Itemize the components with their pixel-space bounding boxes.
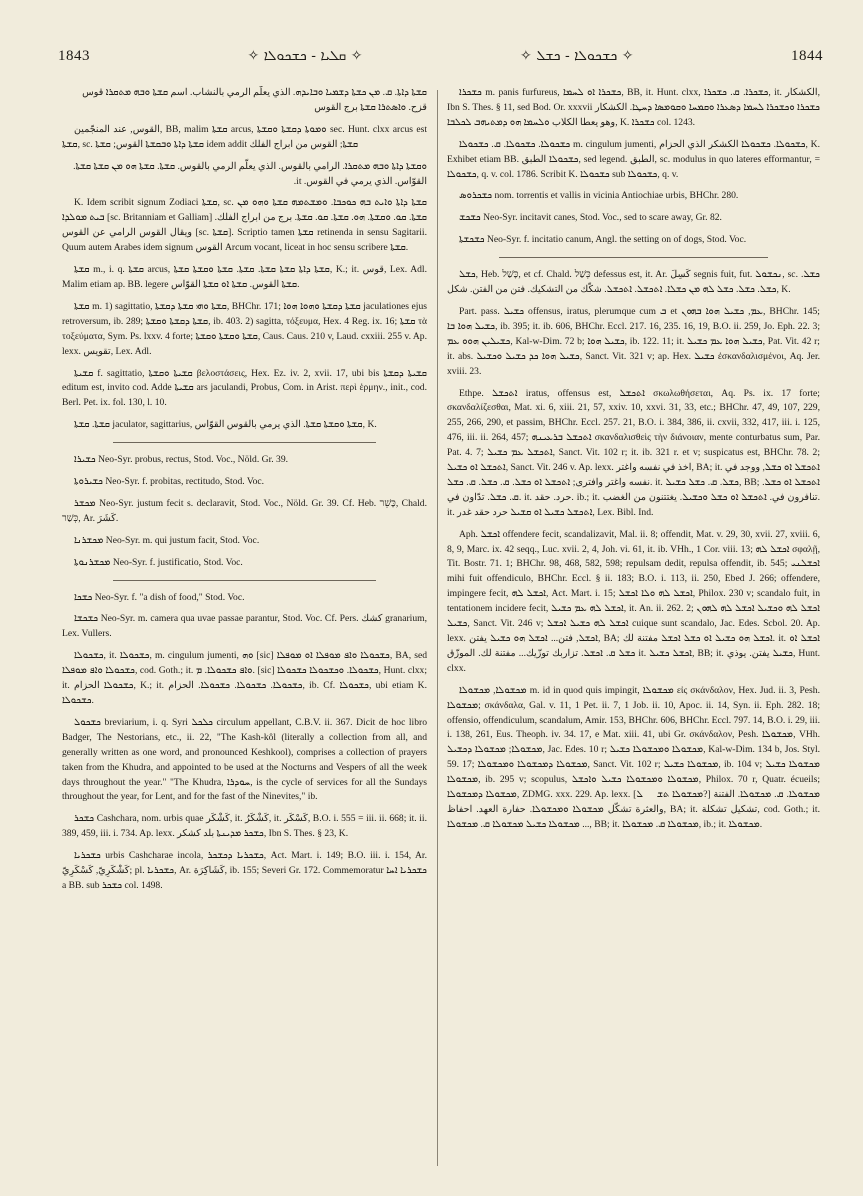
right-page-number: 1844 — [790, 47, 823, 64]
dictionary-entry: القوس, عند المنجّمين, BB, malim ܩܫܬܐ arcus, ܘܡܘܬܐ ܕܩܫܬܐ ܘܩܫܬܐ sec. Hunt. clxx arcus est ܩܫܬܐ, sc. ܩܫܬܐ ܕܐܬܐ ܘܒܩܫܬܐ القوس; ܩܫܬܐ idem addit ܩܫܬܐ; القوس من ابراج الفلك — [62, 123, 427, 150]
dictionary-entry: ܘܩܫܬܐ ܕܐܬܐ ܘܒܗ ܡܬܩܪܐ. الرامي بالقوس. الذي يعلّم الرمي بالقوس. ܩܫܬܐ. ܩܫܬܐ ܗܘ ܡܢ ܩܫܬܐ ܩܫܬܐ. القوّاس. الذي يرمي في القوس. it. — [73, 160, 427, 187]
dictionary-entry: ܟܫܟܘܠ breviarium, i. q. Syri ܟܠܟܠ circulum appellant, C.B.V. ii. 367. Dicit de hoc libro Badger, The Nestorians, etc., ii. 22, "The Kash-kôl (literally a collection from all, and generally written as one word, and pronounced Keshkool), comprises a collection of prayers taken from the Khudra, and appointed to be used at the Nocturns and Vespers of all the week days throughout the year." "The Khudra, ܚܘܕܪܐ, is the cycle of services for all the Sundays throughout the year, for Lent, and for the fast of the Ninevites," ib. — [62, 716, 427, 803]
dictionary-entry: ܟܫܟܘܠܐ, it. ܟܫܟܘܠܐ, m. cingulum jumenti, ܘܗ [sic] ܟܫܟܘܠܐ ܘܐܦ ܡܘܦܠܐ ܐܘ ܡܘܦܠܐ, BA, sed ܟܫܟܘܠܐ ܘܐܦ ܡܘܦܠܐ, cod. Goth.; it. ܘܐܦ ܟܫܟܘܠܐ. ܡ. [sic] ܟܫܟܘܠܐ. ܘܟܫܟܘܠܐ ܟܫܟܘܠܐ, Hunt. clxx; it. ܟܫܟܘܠܐ الحزام, K.; it. ܟܫܟܘܠܐ. ܟܫܟܘܠܐ. ܟܫܟܘܠܐ. الحزام, ib. Cf. ܟܫܟܘܠܐ, ubi etiam K. ܟܫܟܘܠܐ. — [62, 650, 427, 706]
dictionary-entry: ܟܫܟܫܬܐ Neo-Syr. f. incitatio canum, Angl. the setting on of dogs, Stod. Voc. — [459, 234, 747, 246]
dictionary-entry: ܡܟܫܪܢܘܬܐ Neo-Syr. f. justificatio, Stod. Voc. — [74, 556, 243, 568]
left-running-title: ✧ ܩܠܝܐ - ܟܫܟܘܠܐ ✧ — [247, 48, 363, 64]
dictionary-entry: ܡܟܫܪ Neo-Syr. justum fecit s. declaravit, Stod. Voc., Nöld. Gr. 39. Cf. Heb. כָּשֵׁר, Chald. כְּשַׁר, Ar. كَشَرَ. — [62, 497, 427, 524]
dictionary-entry: ܩܫܬܐ m. 1) sagittatio, ܩܫܬܐ ܘܗܝ ܩܫܬܐ ܕܩܫܬܐ, BHChr. 171; ܩܫܬܐ ܕܩܫܬܐ ܘܗܘܐ ܗܘܐ jaculationes ejus retroversum, ib. 289; ܩܫܬܐ ܕܩܫܬܐ ܘܩܫܬܐ, ib. 403. 2) sagitta, τόξευμα, Hex. 4 Reg. ix. 16; ܩܫܬܐ τὰ τοξεύματα, Sym. Ps. lxxv. 4 forte; ܩܫܬܐ ܘܩܫܬܐ ܘܩܫܬܐ, Caus. Caus. 210 v, Laud. cxxiii. 255 v. Ap. lexx. تقويس, Lex. Adl. — [62, 300, 427, 357]
dictionary-entry: ܟܫܝܪܘܬܐ Neo-Syr. f. probitas, rectitudo, Stod. Voc. — [74, 476, 265, 488]
section-rule — [113, 580, 376, 581]
dictionary-entry: ܩܫܝܬܐ f. sagittatio, ܩܫܝܬܐ ܘܩܫܬܐ βελοστάσεις, Hex. Ez. iv. 2, xvii. 17, ubi bis ܩܫܝܬܐ ܕܩܫܬܐ editum est, invito cod. Adde ܩܫܝܬܐ ars jaculandi, Probus, Com. in Arist. περὶ ἑρμην., init., cod. Berl. Pet. ix. fol. 130, l. 10. — [62, 367, 427, 409]
dictionary-entry: K. Idem scribit signum Zodiaci ܩܫܬܐ, sc. ܩܫܬܐ ܕܐܬܐ ܘܐܝܬ ܒܗ ܟܘܟܒܐ. ܘܡܫܬܡܗ ܩܫܬܐ ܘܗܘ ܡܢ ܒܝܬ ܡܘܠܕܐ [sc. Britanniam et Galliam] ܩܫܬܐ. ܩܘ. ܘܩܫܬܐ. ܗܘ. ܩܫܬܐ. ܩܘ. ܩܫܬܐ. برج من ابراج الفلك. ويقال القوس الرامي عن القوس [sc. ܩܫܬܐ]. Scriptio tamen ܩܫܬܐ retinenda in sensu Sagitarii. Quum autem Arabes idem signum القوس Arcum vocant, liceat in hoc sensu scribere ܩܫܬܐ. — [62, 197, 427, 254]
dictionary-entry: ܡܟܫܘܠܐ, ܡܟܫܘܠܐ m. id in quod quis impingit, ܡܟܫܘܠܐ εἰς σκάνδαλον, Hex. Jud. ii. 3, Pesh. ܡܟܫܘܠܐ; σκάνδαλα, Gal. v. 11, 1 Pet. ii. 7, 1 Job. ii. 10, Apoc. ii. 14, Syn. ii. Eph. 282. 18; offensio, offendiculum, scandalum, Amir. 153, BHChr. 606, BHChr. Eccl. 797. 14, B.O. i. 29, iii. i. 138, 261, Eus. Theoph. iv. 34. 17, e Mat. xiii. 41, ubi Gr. σκάνδαλον, Pesh. ܡܟܫܘܠܐ, VHh. ܡܟܫܘܠܐ; ܡܟܫܘܠܐ ܕܟܫܝܠ, Jac. Edes. 10 r; ܡܟܫܘܠܐ ܘܡܟܫܘܠܐ ܟܫܝܠ, Kal-w-Dim. 134 b, Jos. Styl. 59. 17; ܡܟܫܘܠܐ ܕܡܟܫܘܠܐ ܘܡܟܫܘܠܐ, Sanct. Vit. 102 r; ܡܟܫܘܠܐ ܟܫܝܠ, ib. 104 v; ܡܟܫܘܠܐ ܟܫܝܠ ܡܟܫܘܠܐ, ib. 295 v; scopulus, ܡܟܫܘܠܐ ܘܡܟܫܘܠܐ ܟܫܝܠ ܘܐܟܫܠ, Philox. 70 r, Quatr. écueils; ܡܟܫܘܠܐ ܕܡܟܫܘܠܐ, ZDMG. xxx. 229. Ap. lexx. [ܡܟܫܘܠܐ ܬܫܟّܠ?] ܡܟܫܘܠܐ. ܩ. ܡܟܫܘܠܐ. الفتنة والعثرة تشكّل ܡܟܫܘܠܐ ܘܡܟܫܘܠܐ. حفارة العهد. احفاظ, BA; it. تشكيل تشكلة, cod. Goth.; it. ܡܟܫܘܠܐ ܟܫܝܠ ܡܟܫܘܠܐ ܩ. ܡܟܫܘܠܐ ..., BB; it. ܡܟܫܘܠܐ ܩ. ܡܟܫܘܠܐ, ib.; it. ܡܟܫܘܠܐ. — [447, 684, 820, 830]
dictionary-entry: ܡܟܫܪܢܐ Neo-Syr. m. qui justum facit, Stod. Voc. — [74, 534, 260, 546]
dictionary-entry: ܩܫܬܐ ܕܐܬܐ. ܩ. ܡܢ ܟܫܬܐ ܕܫܡܝܐ ܘܒܐܝܕܗ. الذي يعلّم الرمي بالنشاب. اسم ܩܫܬܐ ܘܒܗ ܡܬܩܪܐ قوس قزح. ܘܐܣܬܪܐ ܩܫܬܐ برج القوس — [82, 87, 427, 113]
left-column — [62, 86, 427, 1170]
column-divider — [437, 90, 438, 1166]
dictionary-entry: Ethpe. ܐܬܟܫܠ iratus, offensus est, ܐܬܟܫܠ σκωλωθήσεται, Aq. Ps. ix. 17 forte; σκανδαλίζεσθαι, Mat. xi. 6, xiii. 21, 57, xxiv. 10, xxvi. 31, 33, etc.; BHChr. 47, 49, 107, 229, 255, 266, 290, et passim, BHChr. Eccl. 257. 21, B.O. i. 384, 386, ii. cxvii, 332, 417, iii. i. 125, 476, iii. ii. 264, 457; ܐܬܟܫܠ ܒܪܥܝܢܗ σκανδαλισθεὶς τὴν διάνοιαν, mente conturbatus sum, Par. Pat. 4. 7; ܐܬܟܫܠ ܥܡ ܟܫܝܠ, Sanct. Vit. 102 r; it. ib. 321 r. et v; suspicatus est, BHChr. 78. 2; ܐܬܟܫܠ ܐܘ ܟܫܝܠ, Sanct. Vit. 246 v. Ap. lexx. اخذ في نفسه واغتر, BA; it. ܐܬܟܫܠ ܐܘ ܟܫܠ, ووجد في نفسه واغتر وافترى; ܐܬܟܫܠ ܐܘ ܟܫܠ. ܩ. ܟܫܠ. ܩ. ܟܫܠ. it. ܟܫܠ. ܩ. ܟܫܠ ܟܫܝܠ, BB; ܐܬܟܫܠ ܐܘ ܟܫܠ. ܩ. ܟܫܠ. تدّاون في. it. حرد. حقد. ib.; it. تنافرون في. ܐܬܟܫܠ ܐܘ ܟܫܠ ܘܟܫܝܠ. يغتتنون من الغضب. it. ܐܬܟܫܠ ܟܫܝܠ ܐܘ ܩܫܝܠ حرد حقد غدر, Lex. Bibl. Ind. — [447, 387, 820, 518]
dictionary-entry: ܟܫܟܪܘܣ nom. torrentis et vallis in vicinia Antiochiae urbis, BHChr. 280. — [459, 190, 739, 202]
dictionary-entry: ܩܫܬܐ m., i. q. ܩܫܬܐ arcus, ܩܫܬܐ ܕܐܬܐ ܩܫܬܐ ܩܫܬܐ. ܩܫܬܐ. ܩܫܬܐ ܘܩܫܬܐ ܩܫܬܐ, K.; it. قوس, Lex. Adl. Malim etiam ap. BB. legere ܩܫܬܐ القوس. ܩܫܬܐ ܐܘ ܩܫܬܐ القوّاس. — [62, 264, 427, 290]
section-rule — [499, 257, 768, 258]
dictionary-entry: ܩܫܬܐ. ܩܫܬܐ jaculator, sagittarius, ܩܫܬܐ ܘܩܫܬܐ ܩܫܬܐ. الذي يرمي بالقوس القوّاس, K. — [74, 419, 377, 431]
dictionary-entry: ܟܫܟܪ Cashchara, nom. urbis quae كَشْكَر, it. كَشْكَرُ, it. كَسْكَر, B.O. i. 555 = iii. ii. 668; it. ii. 389, 459, iii. i. 734. Ap. lexx. ܟܫܟܪ ܡܕܝܢܬܐ بلد كشكر, Ibn S. Thes. § 23, K. — [62, 813, 427, 840]
dictionary-entry: ܟܫܝܪܐ Neo-Syr. probus, rectus, Stod. Voc., Nöld. Gr. 39. — [74, 454, 289, 466]
dictionary-entry: ܟܫܟܪܝܐ urbis Cashcharae incola, ܟܫܟܪܝܐ ܕܟܫܟܪ, Act. Mart. i. 149; B.O. iii. i. 154, Ar. كَشْكَرِيّ, كَسْكَرِيّ; pl. ܟܫܟܪܝܐ, Ar. كَشَاكِرَة, ib. 155; Severi Gr. 172. Commemoratur ܟܫܟܪܝܐ ܐܚܐ a BB. sub ܟܫܟܪ col. 1498. — [62, 850, 427, 891]
dictionary-entry: Aph. ܐܟܫܠ offendere fecit, scandalizavit, Mal. ii. 8; offendit, Mat. v. 29, 30, xvii. 27, xviii. 6, 8, 9, Marc. ix. 42 seqq., Luc. xvii. 2, 4, Joh. vi. 61, it. ib. VHh., 1 Cor. viii. 13; ܐܟܫܠ ܠܗ σφαλῇ, Tit. Bostr. 71. 1; BHChr. 98, 468, 582, 598; repulsam dedit, repulsa offendit, ib. 545; ܐܟܫܠܢܝ mihi fuit offendiculo, BHChr. Eccl. § ii. 183; B.O. i. 113, ii. 250, Ebed J. 266; offendere, impingere fecit, ܐܟܫܠ ܠܗ, Act. Mart. i. 15; ܐܟܫܠ ܠܗ ܘܠܐ ܐܟܫܠ, Philox. 230 v; scandalo fuit, in tentationem incidere fecit, ܐܟܫܠ ܠܗ ܥܡ ܟܫܝܠ, it. An. ii. 262. 2; ܐܟܫܠ ܠܗ ܘܟܫܝܠ ܐܟܫܠ ܠܗ ܠܗܘܢ ܟܫܝܠ, Sanct. Vit. 246 v; ܐܟܫܠ ܠܗ ܟܫܝܠ ܐܟܫܠ cuique sunt scandalo, Jac. Edes. Scbol. 20. Ap. lexx. ܐܟܫܠ, فتن... ܐܟܫܠ ܗܘ ܟܫܝܠ يفتن, BA; ܐܟܫܠ ܗܘ ܟܫܝܠ ܐܘ ܟܫܠ ܐܟܫܠ مفتنة لك. it. ܐܟܫܠ ܐܘ ܟܫܠ ܩ. ܐܟܫܠ. تزاربك توزّيك... مفتنة لك. الموزّق it. ܐܟܫܠ ܟܫܝܠ, BB; it. ܟܫܝܠ يفتن. يوذي, Hunt. clxx. — [447, 528, 820, 674]
dictionary-entry: Part. pass. ܟܫܝܠ offensus, iratus, plerumque cum ܒ et ܥܡ, ܟܫܝܠ ܗܘܐ ܒܗܘܢ, BHChr. 145; ܟܫܝܠ ܗܘܐ ܒܐ, ib. 395; it. ib. 606, BHChr. Eccl. 217. 16, 235. 16, 19, B.O. ii. 259, Jo. Eph. 22. 3; ܟܫܝܠܝܢ ܗܘܘ ܥܡ, Kal-w-Dim. 72 b; ܟܫܝܠ ܗܘܐ, ib. 122. 11; it. ܟܫܝܠ ܗܘܐ ܥܡ ܟܫܝܠ, Pat. Vit. 42 r; it. abs. ܟܫܝܠ ܗܘܐ ܟܕ ܟܫܝܠ ܘܟܫܝܠ, Sanct. Vit. 321 v; ap. Hex. ܟܫܝܠ ἐσκανδαλισμένοι, Aq. Jer. xviii. 23. — [447, 305, 820, 377]
page-header — [58, 40, 823, 72]
dictionary-entry: ܟܫܠ, Heb. כָּשַׁל, et cf. Chald. כְּשַׁל defessus est, it. Ar. كَسِلَ segnis fuit, fut. ܢܟܫܘܠ, sc. ܟܫܠ. ܟܫܠ. ܟܫܠ. ܟܫܠ ܠܗ ܡܢ ܟܫܠܐ. ܐܬܟܫܠ. ܐܬܟܫܠ. شكّك من التشكيك. فتن من الفتن. شكل, K. — [447, 269, 820, 296]
dictionary-entry: ܟܫܟܫܐ Neo-Syr. m. camera qua uvae passae parantur, Stod. Voc. Cf. Pers. كشك granarium, Lex. Vullers. — [62, 613, 427, 640]
left-page-number: 1843 — [58, 47, 90, 64]
dictionary-entry: ܟܫܟܐ Neo-Syr. f. "a dish of food," Stod. Voc. — [74, 591, 245, 603]
section-rule — [113, 442, 376, 443]
dictionary-entry: ܟܫܟܫ Neo-Syr. incitavit canes, Stod. Voc., sed to scare away, Gr. 82. — [459, 212, 722, 224]
dictionary-entry: ܟܫܟܘܠܐ. ܟܫܟܘܠܐ. ܩ. ܟܫܟܘܠܐ m. cingulum jumenti, ܟܫܟܘܠܐ. ܟܫܟܘܠܐ الكشكر الذي الحزام, K. Exhibet etiam BB. ܟܫܟܘܠܐ الطبق, sed legend. الطبق, sc. modulus in quo lateres efformantur, = ܟܫܟܘܠܐ, q. v. col. 1786. Scribit K. ܟܫܟܘܠܐ sub ܟܫܟܘܠܐ, q. v. — [447, 138, 820, 180]
dictionary-entry: ܟܫܟܪܐ m. panis furfureus, ܟܫܟܪܐ ܐܘ ܠܚܡܐ, BB, it. Hunt. clxx, ܟܫܟܪܐ. ܩ. ܟܫܟܪܐ, it. الكشكار, Ibn S. Thes. § 11, sed Bod. Or. xxxvii ܟܫܟܪܐ ܘܟܫܟܪܐ ܠܚܡܐ ܕܣܥܪܐ ܘܩܡܚܐ ܘܩܘܡܣܐ ܕܚܛܐ. الكشكار وهو يعطا الكلاب ܘܠܚܡܐ ܗܘ ܕܡܬܝܗܒ ܠܟܠܒܐ, K. ܟܫܟܪܐ col. 1243. — [447, 87, 820, 128]
right-column — [447, 86, 820, 1170]
right-running-title: ✧ ܟܫܟܘܠܐ - ܟܫܠ ✧ — [520, 48, 634, 64]
